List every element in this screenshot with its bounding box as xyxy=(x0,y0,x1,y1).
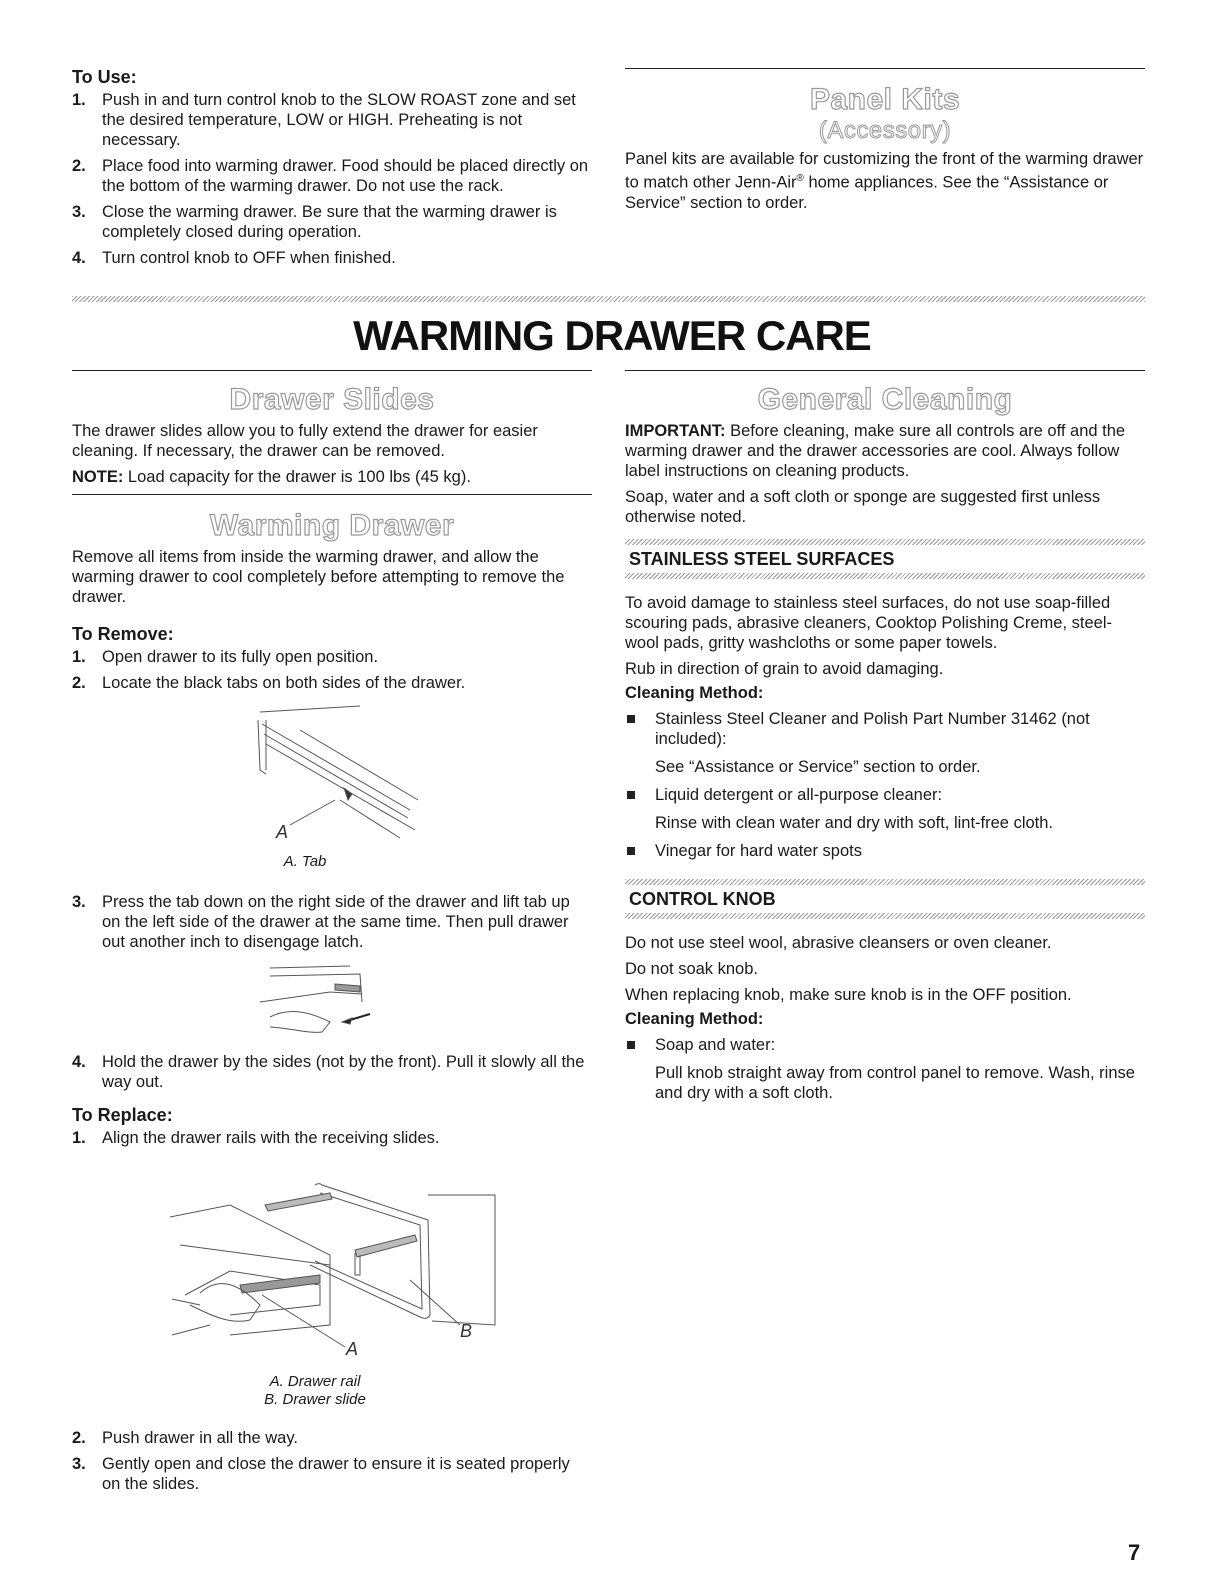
step-text: Press the tab down on the right side of the drawer and lift tab up on the left side of the drawer at the same time. Then pull drawer out another inch to disengage latch. xyxy=(102,893,570,951)
figure-label-b: B xyxy=(460,1321,473,1341)
bullet-square-icon xyxy=(627,1041,635,1049)
stainless-heading: STAINLESS STEEL SURFACES xyxy=(629,549,895,569)
warming-drawer-title: Warming Drawer xyxy=(209,509,455,542)
step-text: Align the drawer rails with the receiving slides. xyxy=(102,1129,440,1147)
warming-drawer-section xyxy=(72,494,592,699)
stainless-paragraph-2: Rub in direction of grain to avoid damaging. xyxy=(625,660,944,678)
cleaning-method-label: Cleaning Method: xyxy=(625,1010,764,1028)
step-number: 4. xyxy=(72,249,86,267)
step-number: 2. xyxy=(72,157,86,175)
drawer-tab-illustration xyxy=(240,700,440,850)
step-text: Turn control knob to OFF when finished. xyxy=(102,249,396,267)
step-number: 2. xyxy=(72,674,86,692)
to-remove-heading: To Remove: xyxy=(72,624,174,644)
list-item xyxy=(72,673,592,693)
note-label: NOTE: xyxy=(72,468,124,486)
drawer-slides-section xyxy=(72,370,592,487)
section-rule xyxy=(625,370,1145,371)
bullet-text: Vinegar for hard water spots xyxy=(655,842,862,860)
to-use-steps xyxy=(72,90,592,268)
replace-steps xyxy=(72,1128,592,1148)
step-text: Place food into warming drawer. Food should be placed directly on the bottom of the warming drawer. Do not use the rack. xyxy=(102,157,589,195)
list-item xyxy=(72,647,592,667)
step-text: Locate the black tabs on both sides of the drawer. xyxy=(102,674,466,692)
list-item xyxy=(72,892,592,952)
remove-step-4 xyxy=(72,1052,592,1154)
note-text: Load capacity for the drawer is 100 lbs (45 kg). xyxy=(123,468,471,486)
section-rule xyxy=(625,68,1145,69)
panel-kits-section xyxy=(625,68,1145,213)
panel-kits-body-text-end: home appliances. See the “Assistance or Service” section to order. xyxy=(625,173,1109,212)
remove-step-3 xyxy=(72,892,592,958)
step-text: Open drawer to its fully open position. xyxy=(102,648,379,666)
list-item xyxy=(72,1052,592,1092)
bullet-text: Soap and water: xyxy=(655,1036,776,1054)
step-number: 3. xyxy=(72,893,86,911)
figure-caption-b: B. Drawer slide xyxy=(264,1391,366,1408)
hatch-divider xyxy=(72,296,1145,302)
to-use-section xyxy=(72,66,592,274)
step-number: 1. xyxy=(72,91,86,109)
figure-caption: A. Tab xyxy=(283,853,327,870)
general-cleaning-title: General Cleaning xyxy=(757,383,1013,416)
step-text: Gently open and close the drawer to ensure it is seated properly on the slides. xyxy=(102,1455,570,1493)
list-item xyxy=(72,1128,592,1148)
drawer-rail-illustration xyxy=(170,1175,500,1365)
tab-figure xyxy=(240,700,440,850)
soap-paragraph: Soap, water and a soft cloth or sponge are suggested first unless otherwise noted. xyxy=(625,488,1101,526)
remove-steps-continued xyxy=(72,892,592,952)
drawer-slides-body: The drawer slides allow you to fully extend the drawer for easier cleaning. If necessary, the drawer can be removed. xyxy=(72,422,538,460)
bullet-subtext: Pull knob straight away from control panel to remove. Wash, rinse and dry with a soft cloth. xyxy=(655,1064,1135,1102)
figure-label-a: A xyxy=(346,1339,359,1359)
bullet-square-icon xyxy=(627,791,635,799)
step-number: 3. xyxy=(72,1455,86,1473)
bullet-text: Liquid detergent or all-purpose cleaner: xyxy=(655,786,943,804)
bullet-square-icon xyxy=(627,715,635,723)
step-number: 1. xyxy=(72,648,86,666)
hatch-divider xyxy=(625,573,1145,579)
replace-steps-final xyxy=(72,1428,592,1500)
page-title: WARMING DRAWER CARE xyxy=(353,312,871,359)
bullet-subtext: See “Assistance or Service” section to order. xyxy=(655,758,981,776)
section-rule xyxy=(72,494,592,495)
knob-paragraph-3: When replacing knob, make sure knob is in the OFF position. xyxy=(625,986,1072,1004)
important-label: IMPORTANT: xyxy=(625,422,726,440)
list-item xyxy=(625,709,1145,749)
panel-kits-subtitle: (Accessory) xyxy=(818,117,952,144)
section-rule xyxy=(72,370,592,371)
drawer-slides-note xyxy=(72,467,592,487)
to-use-heading: To Use: xyxy=(72,67,137,87)
important-text: Before cleaning, make sure all controls are off and the warming drawer and the drawer accessories are cool. Always follow label instructions on cleaning products. xyxy=(625,422,1126,480)
figure-caption-a: A. Drawer rail xyxy=(269,1373,361,1390)
knob-paragraph-1: Do not use steel wool, abrasive cleansers or oven cleaner. xyxy=(625,934,1052,952)
drawer-slides-title: Drawer Slides xyxy=(229,383,435,416)
list-item xyxy=(72,248,592,268)
list-item xyxy=(72,156,592,196)
replace-steps-continued xyxy=(72,1428,592,1494)
page-number: 7 xyxy=(1128,1540,1141,1565)
list-item xyxy=(625,785,1145,805)
important-paragraph xyxy=(625,421,1145,481)
knob-paragraph-2: Do not soak knob. xyxy=(625,960,758,978)
figure-label-a: A xyxy=(276,822,289,842)
list-item xyxy=(72,1428,592,1448)
bullet-text: Stainless Steel Cleaner and Polish Part Number 31462 (not included): xyxy=(655,710,1090,748)
latch-illustration xyxy=(250,962,390,1042)
list-item xyxy=(625,841,1145,861)
replace-figure xyxy=(170,1175,500,1365)
bullet-subtext: Rinse with clean water and dry with soft, lint-free cloth. xyxy=(655,814,1054,832)
bullet-square-icon xyxy=(627,847,635,855)
hatch-divider xyxy=(625,913,1145,919)
list-item xyxy=(625,1035,1145,1055)
step-number: 1. xyxy=(72,1129,86,1147)
list-item xyxy=(72,202,592,242)
panel-kits-title: Panel Kits xyxy=(809,83,961,116)
step-number: 2. xyxy=(72,1429,86,1447)
cleaning-method-label: Cleaning Method: xyxy=(625,684,764,702)
control-knob-heading: CONTROL KNOB xyxy=(629,889,776,909)
remove-steps-final xyxy=(72,1052,592,1092)
to-replace-heading: To Replace: xyxy=(72,1105,173,1125)
step-text: Push drawer in all the way. xyxy=(102,1429,298,1447)
registered-mark: ® xyxy=(796,173,804,184)
warming-drawer-body: Remove all items from inside the warming drawer, and allow the warming drawer to cool completely before attempting to remove the drawer. xyxy=(72,548,565,606)
stainless-paragraph-1: To avoid damage to stainless steel surfaces, do not use soap-filled scouring pads, abrasive cleaners, Cooktop Polishing Creme, steel-wool pads, gritty washcloths or some paper towels. xyxy=(625,594,1112,652)
step-text: Close the warming drawer. Be sure that the warming drawer is completely closed during operation. xyxy=(102,203,557,241)
step-text: Hold the drawer by the sides (not by the front). Pull it slowly all the way out. xyxy=(102,1053,585,1091)
list-item xyxy=(72,90,592,150)
list-item xyxy=(72,1454,592,1494)
step-number: 3. xyxy=(72,203,86,221)
latch-figure xyxy=(250,962,390,1042)
general-cleaning-section xyxy=(625,370,1145,1103)
panel-kits-body-text: Panel kits are available for customizing the front of the warming drawer to match other Jenn-Air xyxy=(625,150,1144,192)
remove-steps xyxy=(72,647,592,693)
panel-kits-body xyxy=(625,149,1145,213)
step-text: Push in and turn control knob to the SLOW ROAST zone and set the desired temperature, LOW or HIGH. Preheating is not necessary. xyxy=(102,91,576,149)
step-number: 4. xyxy=(72,1053,86,1071)
